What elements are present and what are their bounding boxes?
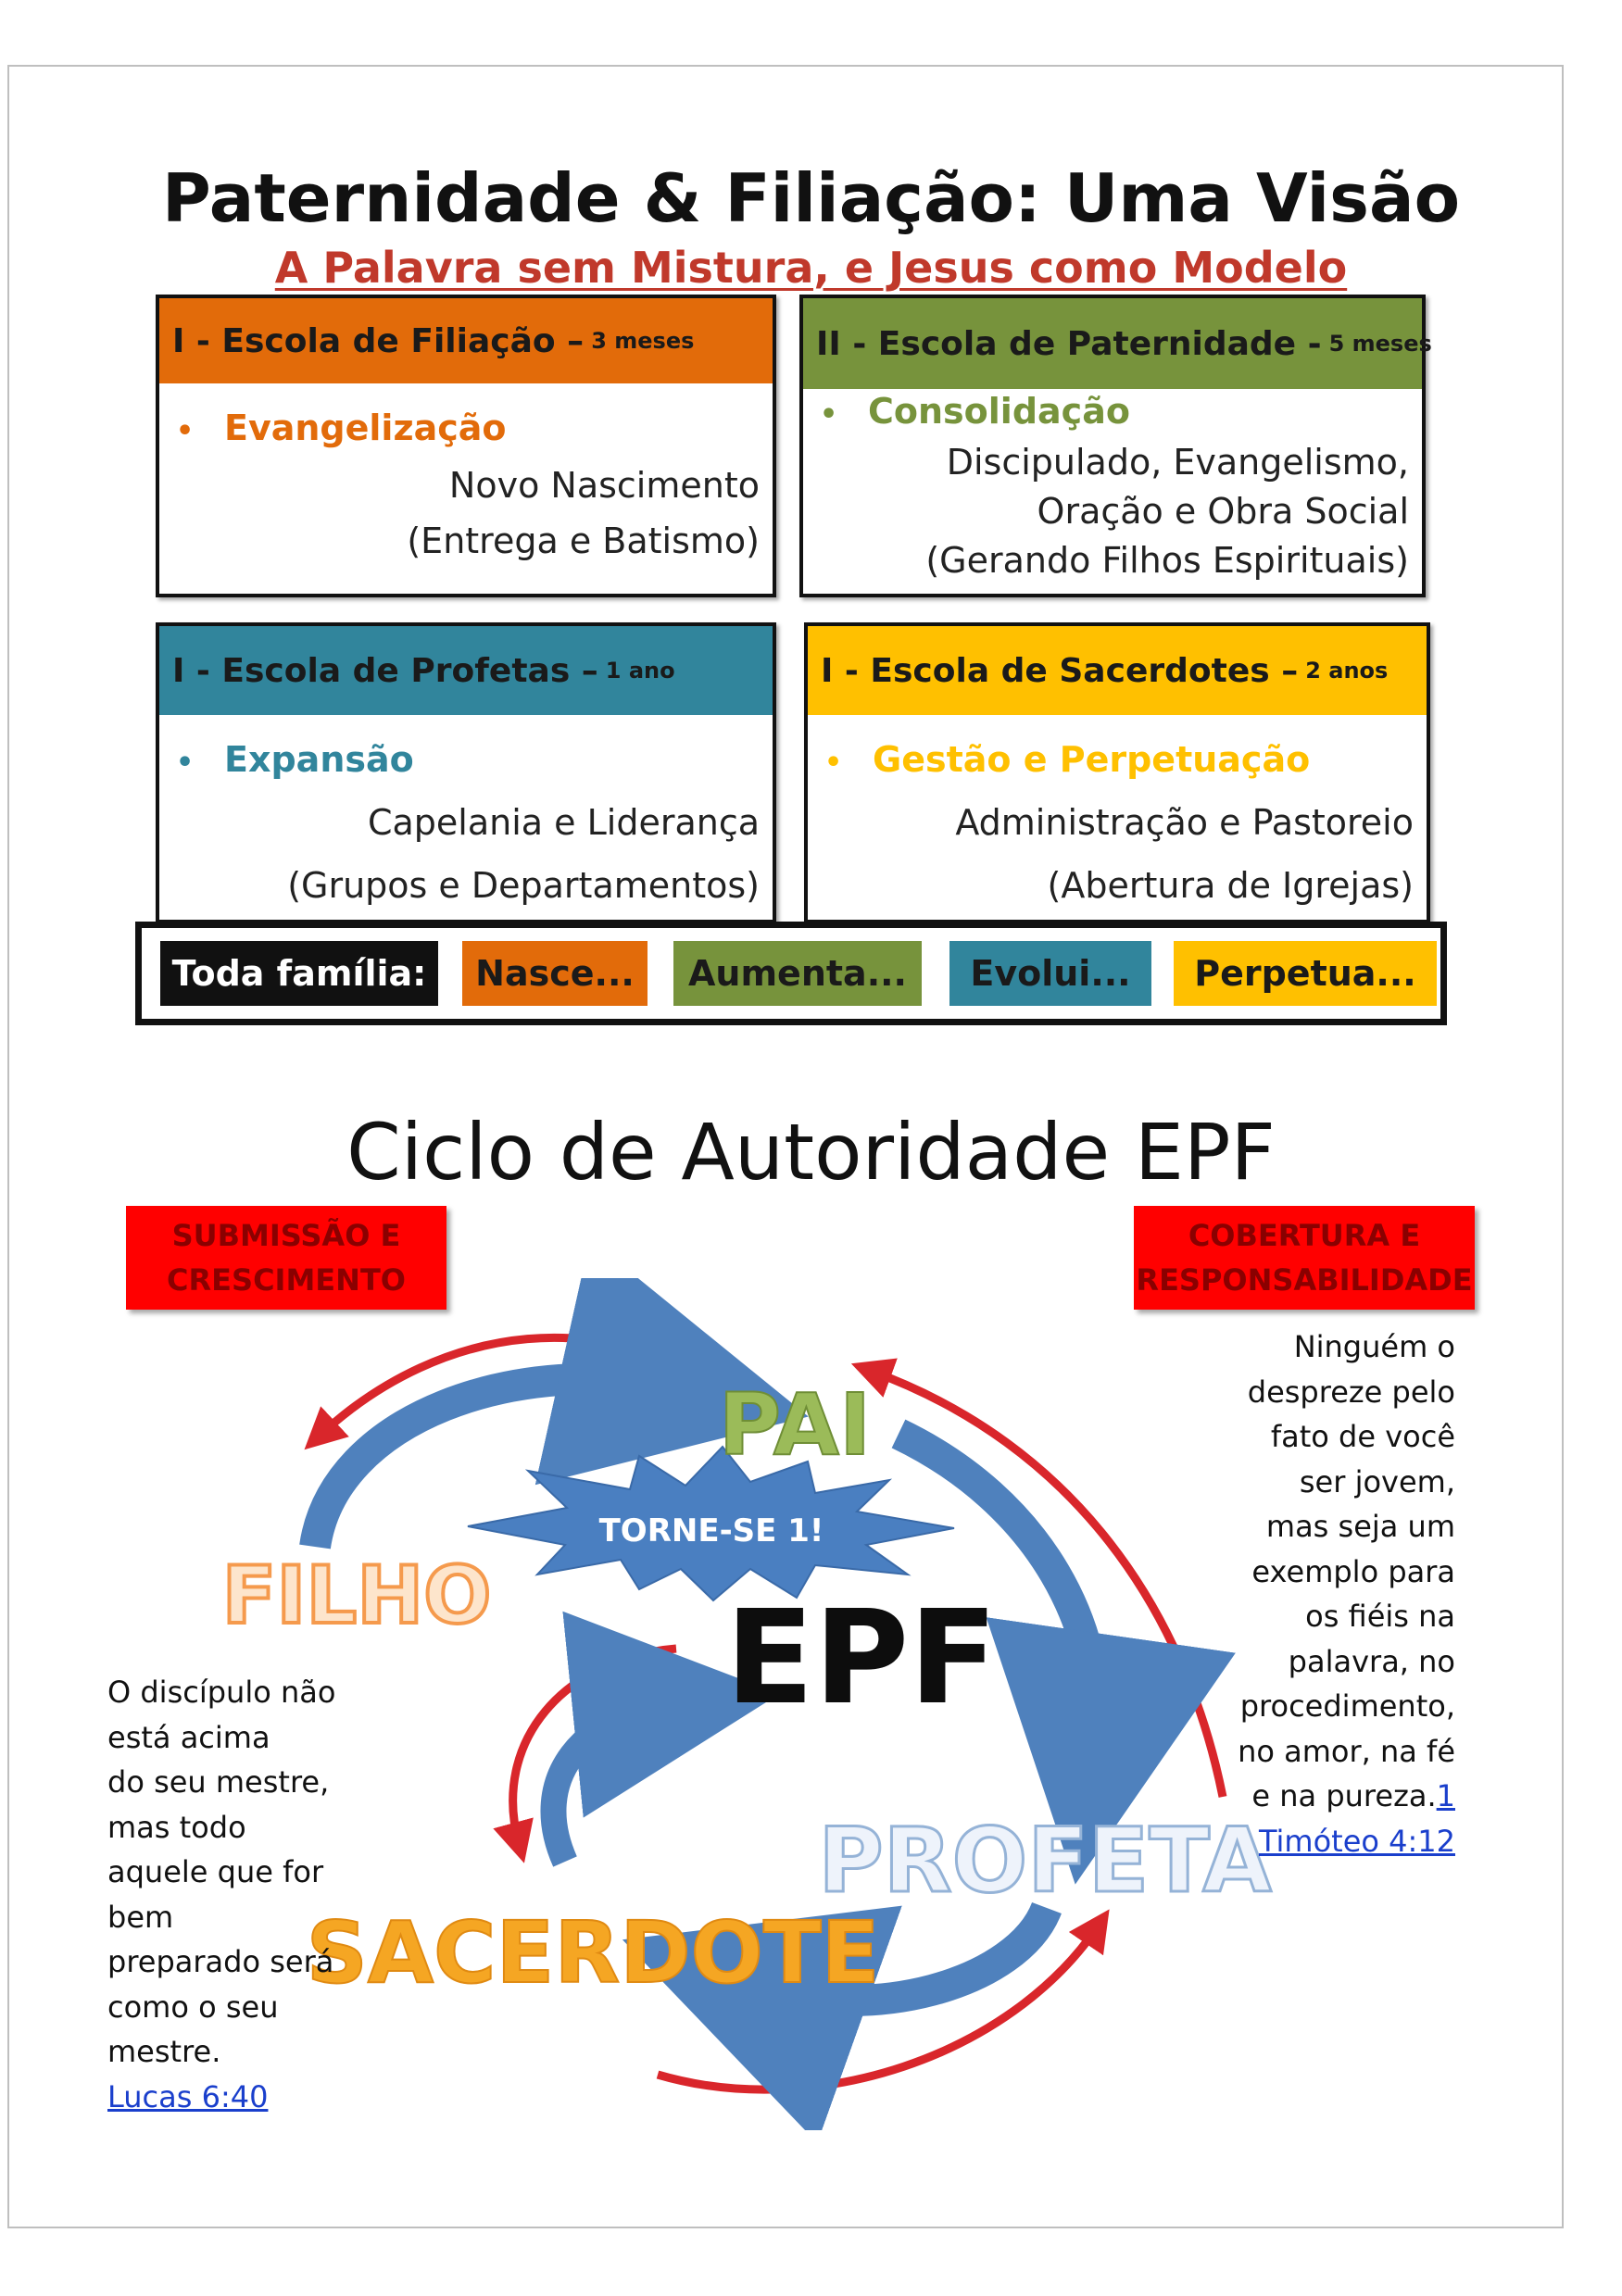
family-stage-aumenta: Aumenta... bbox=[673, 941, 922, 1006]
school-heading: I - Escola de Filiação – bbox=[172, 321, 585, 360]
quote-line: fato de você bbox=[1270, 1419, 1455, 1454]
school-box-filiacao bbox=[156, 295, 776, 597]
submission-line: CRESCIMENTO bbox=[167, 1262, 406, 1298]
right-quote bbox=[1238, 1324, 1455, 1863]
school-line: Discipulado, Evangelismo, bbox=[946, 442, 1409, 483]
school-heading: I - Escola de Sacerdotes – bbox=[821, 651, 1299, 690]
bullet-dot-icon: • bbox=[820, 398, 838, 431]
bullet-dot-icon: • bbox=[176, 747, 195, 779]
school-line: Oração e Obra Social bbox=[1037, 491, 1409, 532]
center-star-text: TORNE-SE 1! bbox=[598, 1512, 824, 1549]
quote-line: despreze pelo bbox=[1247, 1374, 1455, 1410]
school-bullet bbox=[824, 739, 1310, 780]
family-bar bbox=[135, 922, 1447, 1025]
school-line: Administração e Pastoreio bbox=[955, 802, 1414, 843]
school-bullet-label: Consolidação bbox=[868, 391, 1130, 432]
quote-line: preparado será bbox=[107, 1944, 334, 1979]
school-line: Capelania e Liderança bbox=[367, 802, 760, 843]
quote-line: mestre. bbox=[107, 2034, 221, 2069]
quote-line: do seu mestre, bbox=[107, 1764, 330, 1800]
quote-line: exemplo para bbox=[1251, 1553, 1455, 1589]
school-header bbox=[159, 626, 773, 715]
school-header bbox=[803, 298, 1432, 389]
page-title: Paternidade & Filiação: Uma Visão bbox=[161, 159, 1461, 237]
quote-line: como o seu bbox=[107, 1989, 279, 2025]
family-stage-nasce: Nasce... bbox=[462, 941, 648, 1006]
coverage-line: RESPONSABILIDADE bbox=[1136, 1262, 1473, 1298]
school-heading: II - Escola de Paternidade - bbox=[816, 324, 1322, 363]
quote-line: mas todo bbox=[107, 1809, 246, 1845]
node-epf: EPF bbox=[725, 1583, 998, 1734]
coverage-line: COBERTURA E bbox=[1188, 1218, 1421, 1253]
school-duration: 2 anos bbox=[1305, 658, 1389, 684]
quote-line-last bbox=[1238, 1774, 1455, 1819]
quote-line: O discípulo não bbox=[107, 1675, 336, 1710]
school-box-sacerdotes bbox=[804, 622, 1430, 923]
school-bullet-label: Expansão bbox=[224, 739, 414, 780]
family-stage-perpetua: Perpetua... bbox=[1174, 941, 1437, 1006]
school-header bbox=[159, 298, 773, 383]
node-pai: PAI bbox=[718, 1375, 872, 1474]
school-bullet bbox=[176, 739, 414, 780]
school-bullet bbox=[820, 391, 1130, 432]
bullet-dot-icon: • bbox=[824, 747, 843, 779]
school-line: (Gerando Filhos Espirituais) bbox=[925, 540, 1409, 581]
quote-line: está acima bbox=[107, 1719, 270, 1755]
node-filho: FILHO bbox=[221, 1549, 492, 1642]
page-subtitle: A Palavra sem Mistura, e Jesus como Modelo bbox=[274, 243, 1348, 293]
quote-line: ser jovem, bbox=[1299, 1463, 1455, 1499]
quote-ref-link[interactable]: Timóteo 4:12 bbox=[1258, 1823, 1455, 1859]
left-quote bbox=[107, 1670, 335, 2119]
node-profeta: PROFETA bbox=[818, 1809, 1272, 1913]
school-line: (Entrega e Batismo) bbox=[407, 521, 760, 561]
family-label: Toda família: bbox=[160, 941, 438, 1006]
quote-line: aquele que for bbox=[107, 1854, 324, 1889]
quote-line: os fiéis na bbox=[1305, 1599, 1455, 1634]
school-line: (Abertura de Igrejas) bbox=[1047, 865, 1414, 906]
quote-line: Ninguém o bbox=[1293, 1329, 1455, 1364]
school-duration: 3 meses bbox=[591, 328, 695, 354]
quote-ref-link-part1[interactable]: 1 bbox=[1436, 1778, 1455, 1813]
school-line: (Grupos e Departamentos) bbox=[287, 865, 760, 906]
quote-line: palavra, no bbox=[1288, 1643, 1455, 1679]
quote-line: procedimento, bbox=[1239, 1688, 1455, 1724]
school-line: Novo Nascimento bbox=[448, 465, 760, 506]
quote-line: no amor, na fé bbox=[1238, 1733, 1455, 1769]
quote-ref-link[interactable]: Lucas 6:40 bbox=[107, 2078, 269, 2114]
family-stage-evolui: Evolui... bbox=[949, 941, 1151, 1006]
school-bullet bbox=[176, 408, 506, 448]
school-heading: I - Escola de Profetas – bbox=[172, 651, 598, 690]
school-duration: 5 meses bbox=[1328, 331, 1432, 357]
cycle-title: Ciclo de Autoridade EPF bbox=[346, 1107, 1276, 1198]
node-sacerdote: SACERDOTE bbox=[306, 1903, 880, 2002]
quote-line: bem bbox=[107, 1899, 174, 1935]
quote-last-text: e na pureza. bbox=[1251, 1778, 1437, 1813]
school-bullet-label: Evangelização bbox=[224, 408, 507, 448]
quote-line: mas seja um bbox=[1265, 1509, 1455, 1544]
submission-line: SUBMISSÃO E bbox=[171, 1218, 401, 1253]
school-duration: 1 ano bbox=[605, 658, 675, 684]
school-box-profetas bbox=[156, 622, 776, 923]
bullet-dot-icon: • bbox=[176, 415, 195, 447]
school-box-paternidade bbox=[799, 295, 1432, 597]
school-bullet-label: Gestão e Perpetuação bbox=[873, 739, 1311, 780]
blue-arrow-sacerdote-epf bbox=[553, 1704, 676, 1862]
school-header bbox=[808, 626, 1427, 715]
